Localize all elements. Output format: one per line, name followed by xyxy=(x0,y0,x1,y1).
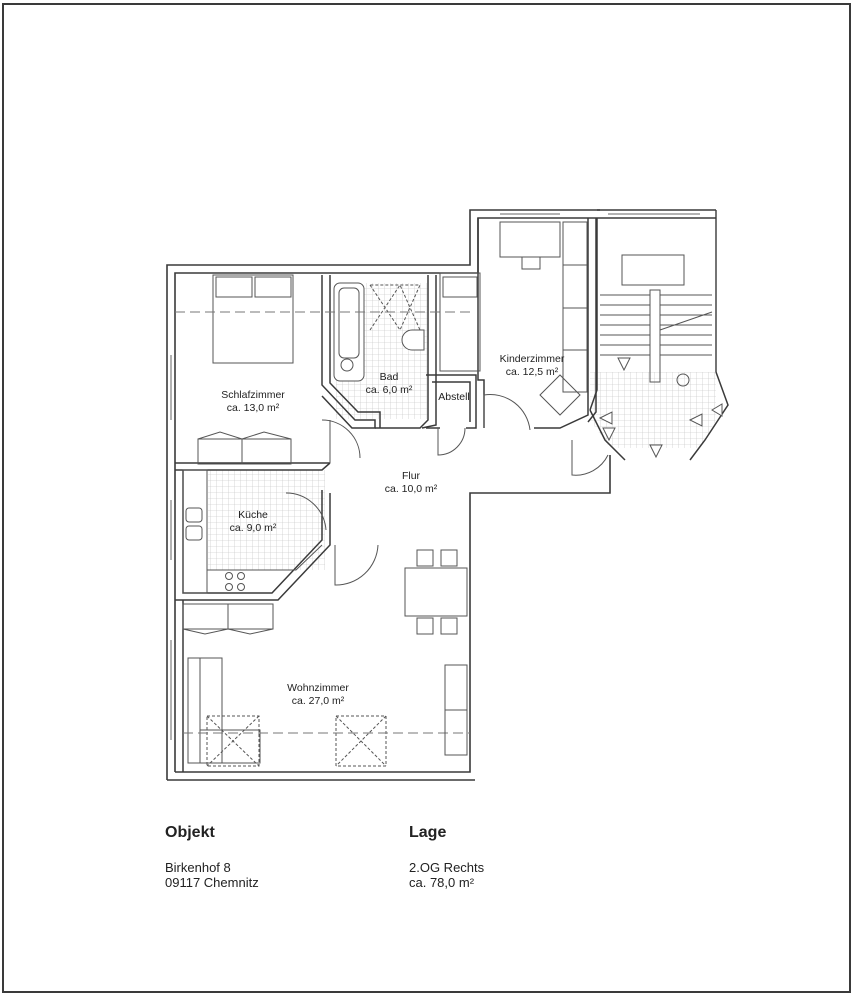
kueche-name: Küche xyxy=(238,509,268,521)
bathtub-drain xyxy=(341,359,353,371)
sink-basin-1 xyxy=(186,508,202,522)
objekt-street: Birkenhof 8 xyxy=(165,860,231,875)
desk xyxy=(500,222,560,257)
objekt-section xyxy=(165,824,259,890)
kitchen-counter xyxy=(183,470,207,593)
toilet xyxy=(402,330,424,350)
kinderzimmer-furniture xyxy=(440,222,587,415)
doors xyxy=(286,395,608,586)
objekt-heading: Objekt xyxy=(165,824,215,841)
schlafzimmer-name: Schlafzimmer xyxy=(221,389,285,401)
wohnzimmer-area: ca. 27,0 m² xyxy=(291,695,345,707)
stair-railing xyxy=(650,290,660,382)
bad-area: ca. 6,0 m² xyxy=(365,384,413,396)
lage-area: ca. 78,0 m² xyxy=(409,875,475,890)
kinderzimmer-name: Kinderzimmer xyxy=(499,353,565,365)
wohnzimmer-name: Wohnzimmer xyxy=(287,682,349,694)
double-bed xyxy=(213,275,293,363)
armchair xyxy=(540,375,580,415)
kueche-area: ca. 9,0 m² xyxy=(229,522,277,534)
lage-section xyxy=(409,824,484,890)
lage-heading: Lage xyxy=(409,824,447,841)
landing xyxy=(622,255,684,285)
wohnzimmer-furniture xyxy=(183,550,470,766)
lage-floor: 2.OG Rechts xyxy=(409,860,485,875)
chair xyxy=(522,257,540,269)
flur-area: ca. 10,0 m² xyxy=(384,483,438,495)
tiled-floors xyxy=(208,283,716,570)
flur-name: Flur xyxy=(401,470,421,482)
abstell-name: Abstell xyxy=(438,391,470,403)
kinderzimmer-area: ca. 12,5 m² xyxy=(505,366,559,378)
sofa xyxy=(188,658,222,763)
shelf xyxy=(563,222,587,392)
stair-arrow xyxy=(618,358,630,370)
schlafzimmer-area: ca. 13,0 m² xyxy=(226,402,280,414)
wardrobe xyxy=(198,439,291,464)
bad-name: Bad xyxy=(379,371,399,383)
sink-basin-2 xyxy=(186,526,202,540)
dining-table xyxy=(405,568,467,616)
objekt-city: 09117 Chemnitz xyxy=(165,875,259,890)
stove-burner xyxy=(226,573,233,580)
kinder-bed xyxy=(440,273,480,371)
stair-steps xyxy=(600,295,712,355)
